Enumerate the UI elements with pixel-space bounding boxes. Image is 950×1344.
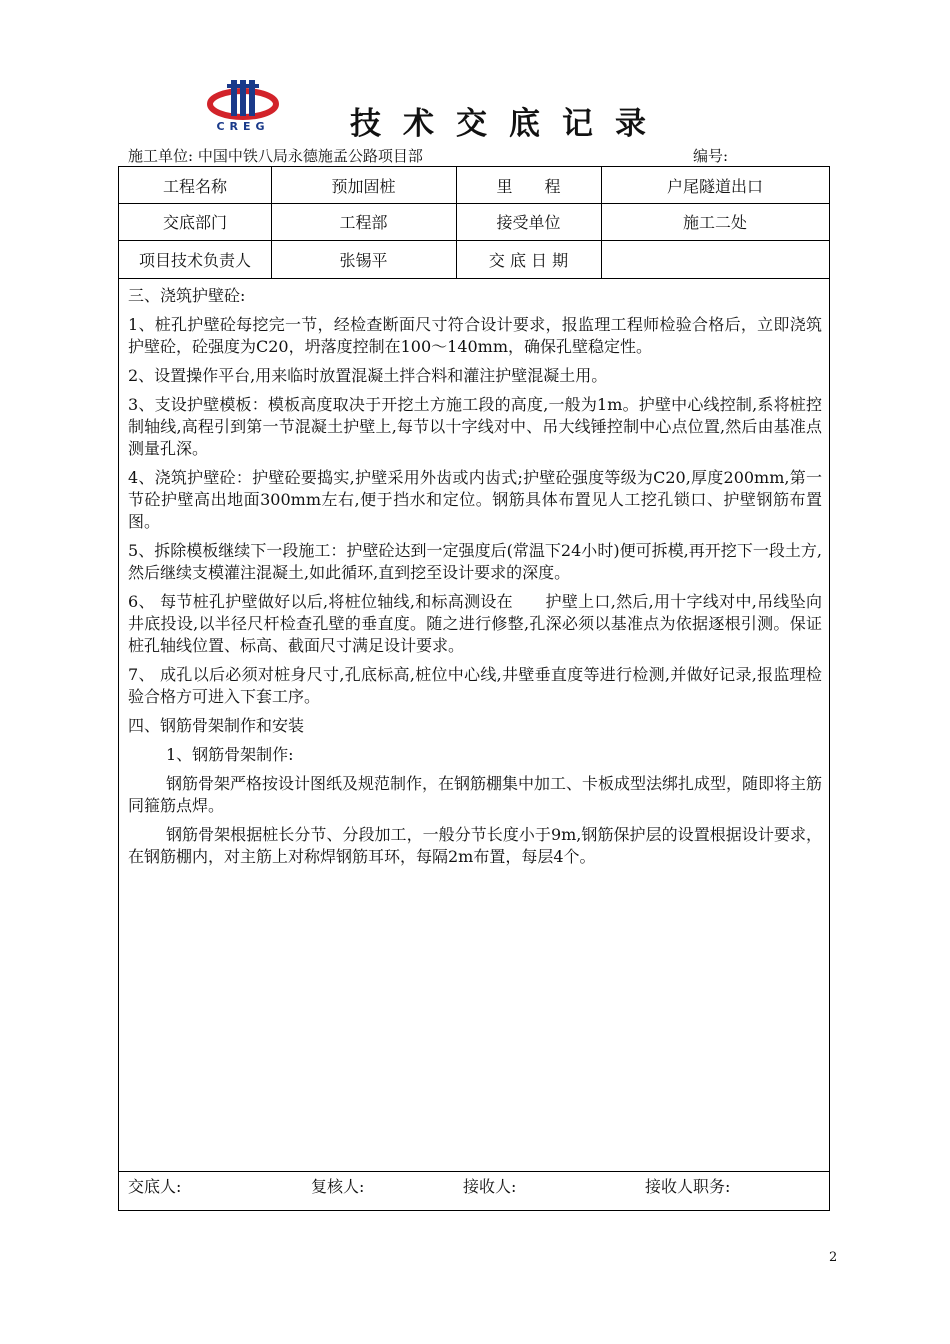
unit-value: 中国中铁八局永德施孟公路项目部 xyxy=(197,147,423,165)
reviewer-label: 复核人: xyxy=(311,1177,365,1196)
paragraph-7: 7、 成孔以后必须对桩身尺寸,孔底标高,桩位中心线,井壁垂直度等进行检测,并做好记录,报监理检验合格方可进入下套工序。 xyxy=(128,665,822,706)
receiving-unit-value: 施工二处 xyxy=(682,213,747,232)
logo-text: CREG xyxy=(216,120,270,133)
department-label: 交底部门 xyxy=(162,213,227,232)
discloser-label: 交底人: xyxy=(128,1177,182,1196)
paragraph-6: 6、 每节桩孔护壁做好以后,将桩位轴线,和标高测设在 护壁上口,然后,用十字线对中,吊线坠向井底投设,以半径尺杆检查孔壁的垂直度。随之进行修整,孔深必须以基准点为依据逐根引测。保证桩孔轴线位置、标高、截面尺寸满足设计要求。 xyxy=(128,592,822,655)
unit-label: 施工单位: xyxy=(128,147,194,165)
paragraph-2: 2、设置操作平台,用来临时放置混凝土拌合料和灌注护壁混凝土用。 xyxy=(128,366,608,385)
disclosure-content xyxy=(128,285,822,875)
receiving-unit-label: 接受单位 xyxy=(496,213,561,232)
document-title: 技术交底记录 xyxy=(350,106,668,142)
tech-lead-value: 张锡平 xyxy=(339,250,388,270)
paragraph-3: 3、支设护壁模板：模板高度取决于开挖土方施工段的高度,一般为1m。护壁中心线控制,系将桩控制轴线,高程引到第一节混凝土护壁上,每节以十字线对中、吊大线锤控制中心点位置,然后由基准点测量孔深。 xyxy=(128,395,822,458)
project-name-value: 预加固桩 xyxy=(331,176,396,196)
construction-unit xyxy=(128,145,423,166)
paragraph-8: 钢筋骨架严格按设计图纸及规范制作，在钢筋棚集中加工、卡板成型法绑扎成型，随即将主筋同箍筋点焊。 xyxy=(128,774,823,815)
company-logo xyxy=(205,78,281,134)
department-value: 工程部 xyxy=(339,213,388,232)
paragraph-1: 1、桩孔护壁砼每挖完一节，经检查断面尺寸符合设计要求，报监理工程师检验合格后，立即浇筑护壁砼，砼强度为C20，坍落度控制在100～140mm，确保孔壁稳定性。 xyxy=(128,315,822,356)
disclosure-date-value xyxy=(601,240,829,278)
disclosure-form xyxy=(118,166,830,1211)
paragraph-5: 5、拆除模板继续下一段施工：护壁砼达到一定强度后(常温下24小时)便可拆模,再开挖下一段土方,然后继续支模灌注混凝土,如此循环,直到挖至设计要求的深度。 xyxy=(128,541,822,582)
disclosure-date-label: 交 底 日 期 xyxy=(488,250,569,270)
serial-number-label: 编号: xyxy=(693,147,729,165)
logo-graphic xyxy=(205,78,281,122)
page-number: 2 xyxy=(829,1250,838,1265)
mileage-label: 里 程 xyxy=(496,176,561,196)
paragraph-4: 4、浇筑护壁砼：护壁砼要捣实,护壁采用外齿或内齿式;护壁砼强度等级为C20,厚度200mm,第一节砼护壁高出地面300mm左右,便于挡水和定位。钢筋具体布置见人工挖孔锁口、护壁钢筋布置图。 xyxy=(128,468,822,531)
receiver-label: 接收人: xyxy=(463,1177,517,1196)
project-name-label: 工程名称 xyxy=(162,176,227,196)
paragraph-9: 钢筋骨架根据桩长分节、分段加工，一般分节长度小于9m,钢筋保护层的设置根据设计要求，在钢筋棚内，对主筋上对称焊钢筋耳环，每隔2m布置，每层4个。 xyxy=(128,825,822,866)
receiver-position-label: 接收人职务: xyxy=(645,1177,731,1196)
subsection-1-title: 1、钢筋骨架制作: xyxy=(166,745,294,764)
tech-lead-label: 项目技术负责人 xyxy=(138,250,251,270)
section-3-title: 三、浇筑护壁砼: xyxy=(128,286,246,305)
mileage-value: 户尾隧道出口 xyxy=(666,176,763,196)
section-4-title: 四、钢筋骨架制作和安装 xyxy=(128,716,305,735)
